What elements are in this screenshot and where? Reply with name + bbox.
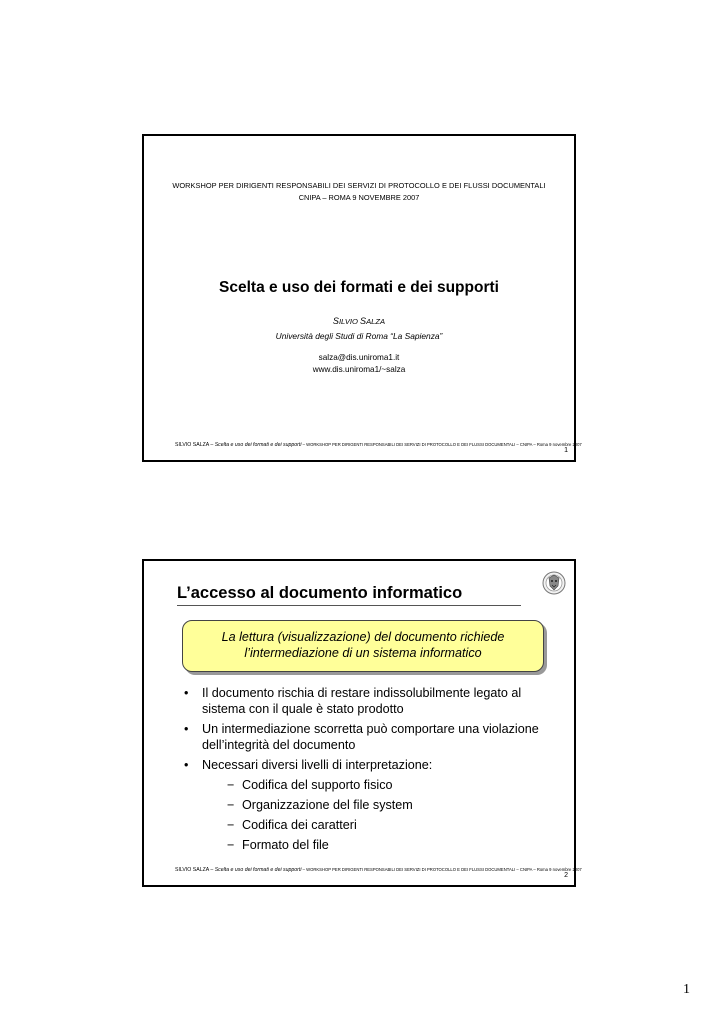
workshop-title-line2: CNIPA – ROMA 9 NOVEMBRE 2007 bbox=[298, 193, 420, 202]
slide-1-title: Scelta e uso dei formati e dei supporti bbox=[219, 279, 499, 296]
author-email: salza@dis.uniroma1.it bbox=[318, 353, 400, 362]
slide-2 bbox=[142, 559, 582, 887]
bullet-item: • Il documento rischia di restare indissolubilmente legato al sistema con il quale è stato prodotto bbox=[184, 686, 522, 716]
slide-2-title: L’accesso al documento informatico bbox=[177, 584, 463, 602]
callout-box bbox=[182, 620, 544, 672]
bullet-icon: • bbox=[184, 686, 189, 700]
bullet-item: • Necessari diversi livelli di interpretazione: bbox=[184, 758, 433, 772]
slide-footer: SILVIO SALZA – Scelta e uso dei formati e dei supporti – WORKSHOP PER DIRIGENTI RESPONSABILI DEI SERVIZI DI PROTOCOLLO E DEI FLUSSI DOCUMENTALI – CNIPA – Roma 9 novembre 2007 bbox=[175, 867, 582, 873]
sub-bullet-item: − Formato del file bbox=[227, 838, 329, 852]
callout-line-1: La lettura (visualizzazione) del documento richiede bbox=[221, 630, 505, 644]
dash-icon: − bbox=[227, 798, 235, 812]
bullet-icon: • bbox=[184, 722, 189, 736]
dash-icon: − bbox=[227, 838, 235, 852]
author-name: SILVIO SALZA bbox=[332, 316, 386, 326]
sheet-page-number: 1 bbox=[683, 982, 690, 997]
title-underline bbox=[177, 605, 521, 606]
dash-icon: − bbox=[227, 778, 235, 792]
slide-1 bbox=[142, 134, 582, 462]
slide-page-number: 2 bbox=[564, 872, 568, 879]
sub-bullet-item: − Codifica dei caratteri bbox=[227, 818, 357, 832]
university-name: Università degli Studi di Roma “La Sapienza” bbox=[275, 331, 443, 341]
slide-page-number: 1 bbox=[564, 447, 568, 454]
sub-bullet-item: − Organizzazione del file system bbox=[227, 798, 413, 812]
author-website: www.dis.uniroma1/~salza bbox=[312, 365, 406, 374]
slide-footer: SILVIO SALZA – Scelta e uso dei formati e dei supporti – WORKSHOP PER DIRIGENTI RESPONSABILI DEI SERVIZI DI PROTOCOLLO E DEI FLUSSI DOCUMENTALI – CNIPA – Roma 9 novembre 2007 bbox=[175, 442, 582, 448]
university-crest-icon bbox=[542, 569, 566, 599]
bullet-item: • Un intermediazione scorretta può comportare una violazione dell’integrità del documento bbox=[184, 722, 539, 752]
dash-icon: − bbox=[227, 818, 235, 832]
bullet-list bbox=[182, 685, 562, 857]
sub-bullet-item: − Codifica del supporto fisico bbox=[227, 778, 393, 792]
callout-line-2: l’intermediazione di un sistema informatico bbox=[244, 646, 482, 660]
bullet-icon: • bbox=[184, 758, 189, 772]
workshop-title-line1: WORKSHOP PER DIRIGENTI RESPONSABILI DEI SERVIZI DI PROTOCOLLO E DEI FLUSSI DOCUMENTALI bbox=[172, 181, 546, 190]
